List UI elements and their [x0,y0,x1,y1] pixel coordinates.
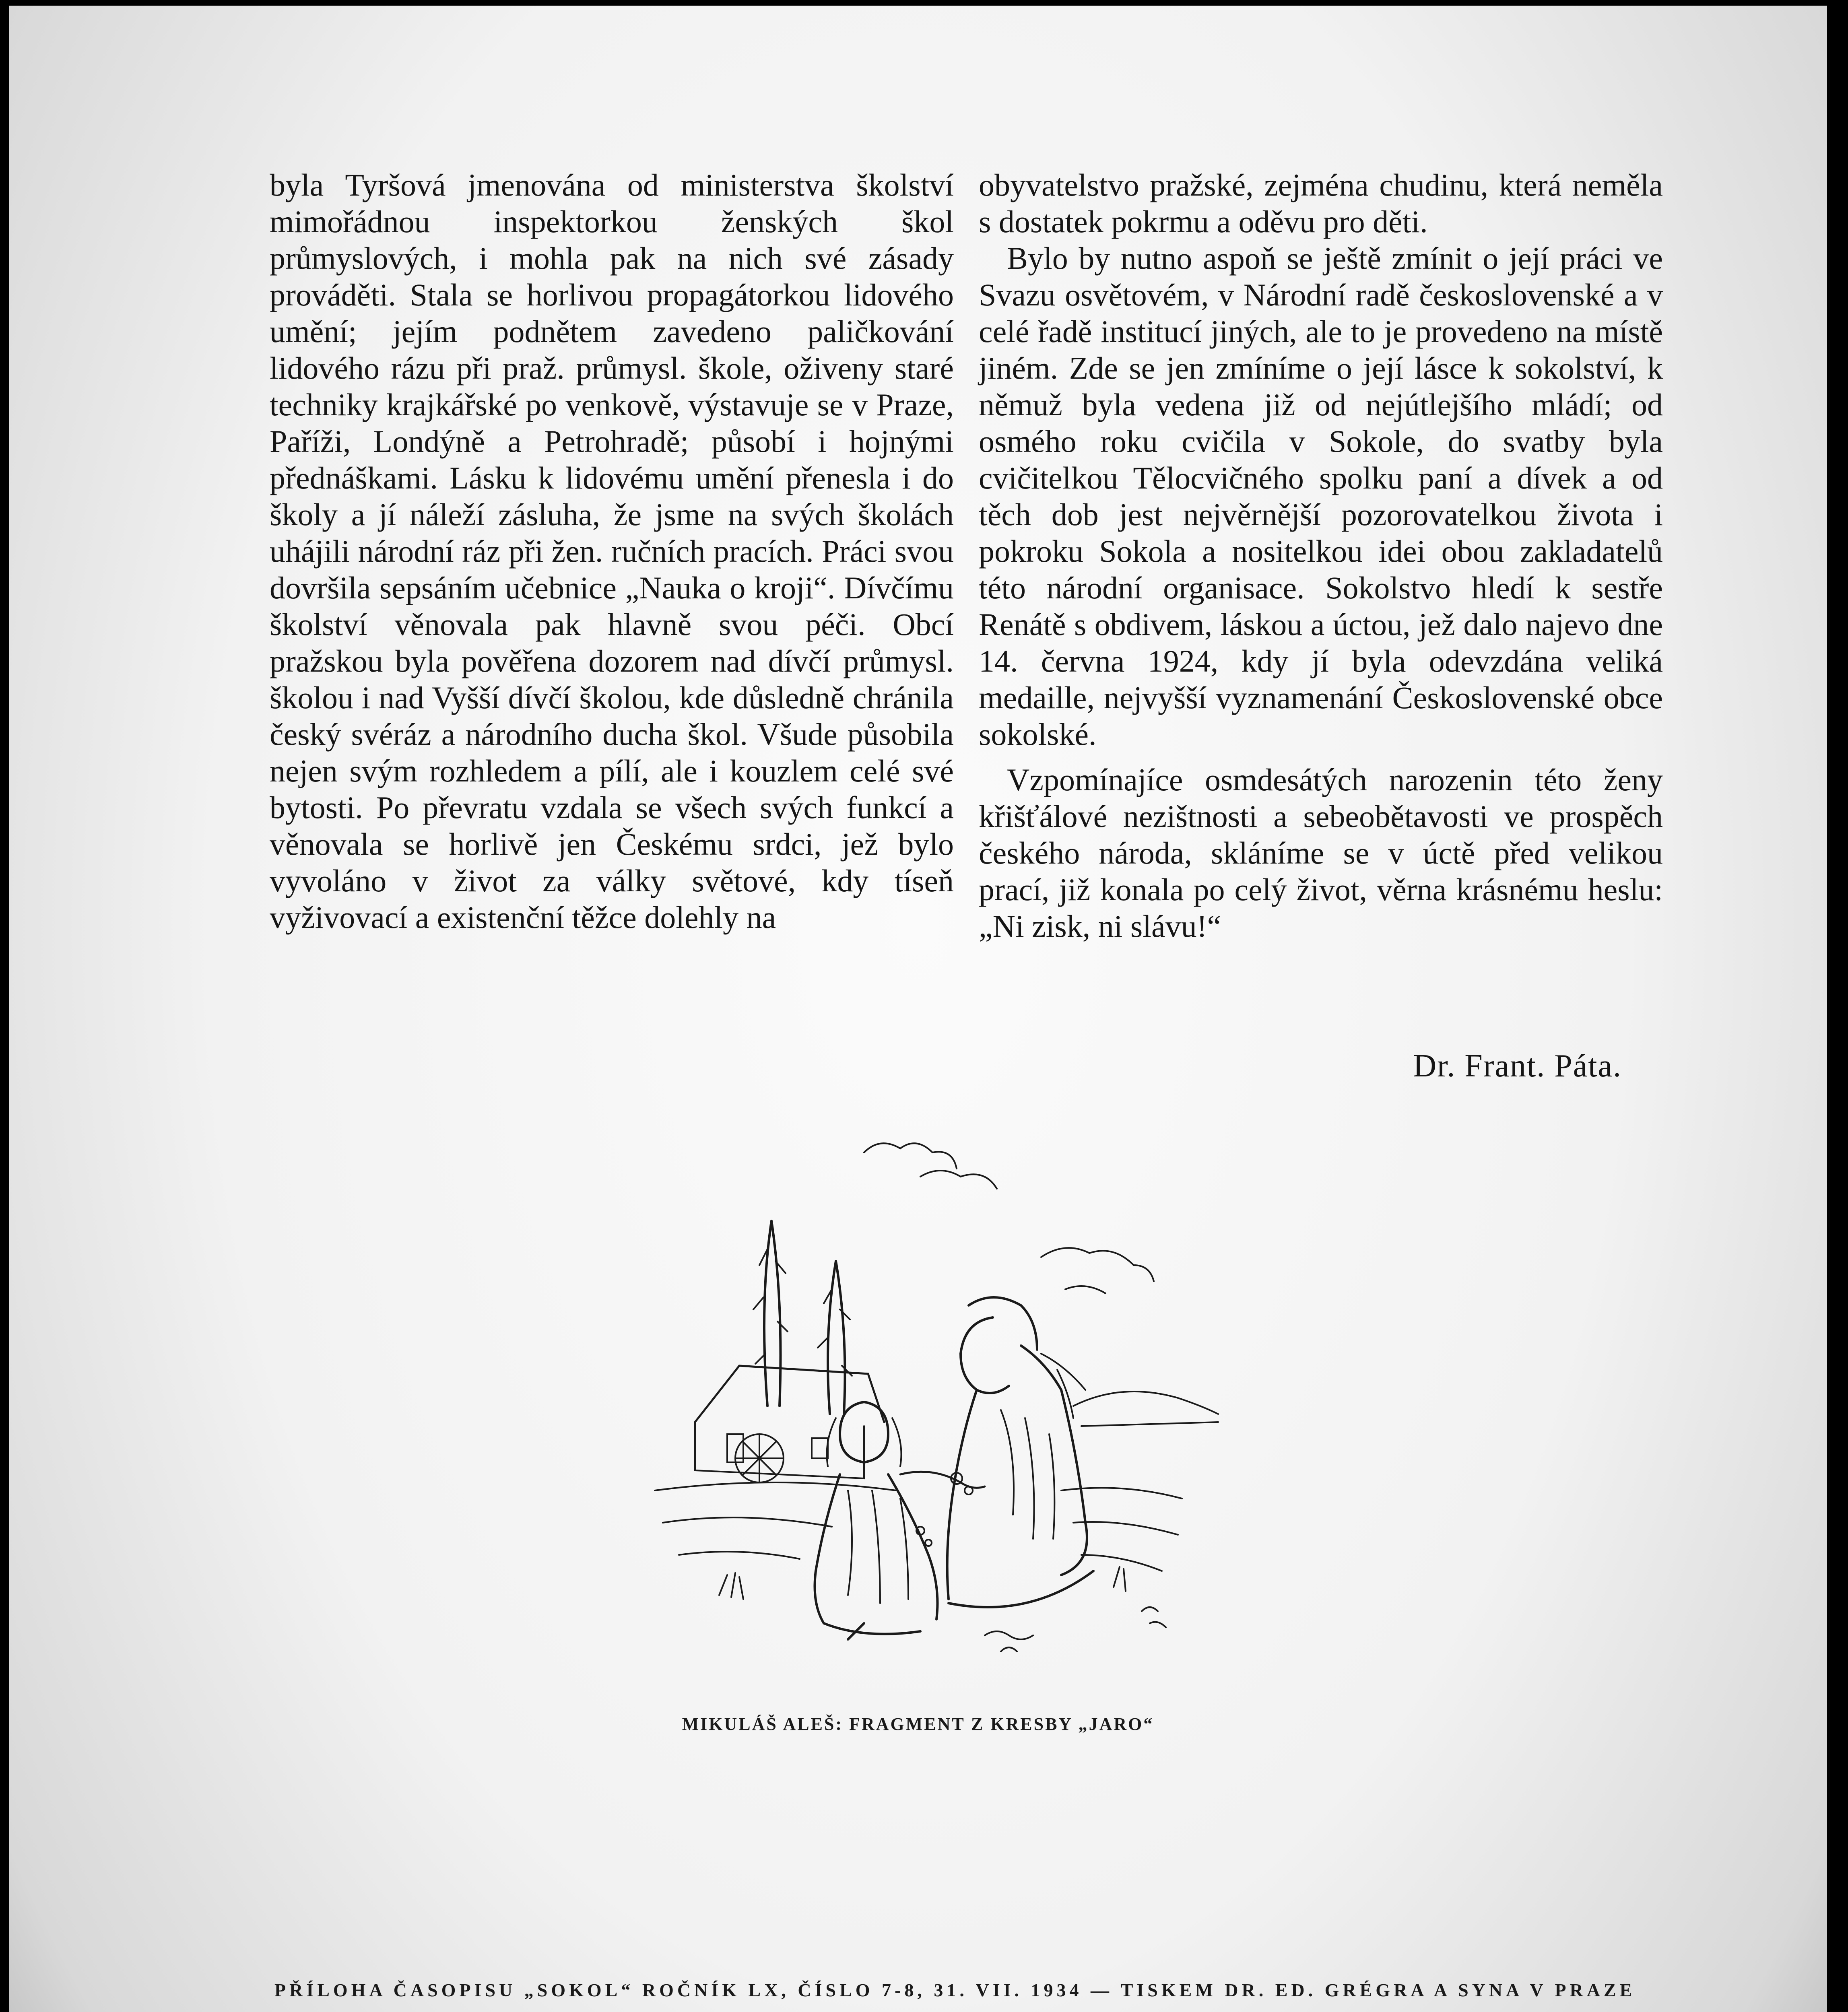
illustration-caption: MIKULÁŠ ALEŠ: FRAGMENT Z KRESBY „JARO“ [682,1714,1154,1734]
page [9,6,1827,2012]
right-paragraph-2: Bylo by nutno aspoň se ještě zmínit o její práci ve Svazu osvětovém, v Národní radě československé a v celé řadě institucí jiných, ale to je provedeno na místě jiném. Zde se jen zmíníme o její lásce k sokolství, k němuž byla vedena již od nejútlejšího mládí; od osmého roku cvičila v Sokole, do svatby byla cvičitelkou Tělocvičného spolku paní a dívek a od těch dob jest nejvěrnější pozorovatelkou života i pokroku Sokola a nositelkou idei obou zakladatelů této národní organisace. Sokolstvo hledí k sestře Renátě s obdivem, láskou a úctou, jež dalo najevo dne 14. června 1924, kdy jí byla odevzdána veliká medaille, nejvyšší vyznamenání Československé obce sokolské. [979,241,1663,752]
right-paragraph-3: Vzpomínajíce osmdesátých narozenin této ženy křišťálové nezištnosti a sebeobětavosti ve prospěch českého národa, skláníme se v úctě před velikou prací, již konala po celý život, věrna krásnému heslu: „Ni zisk, ni slávu!“ [979,762,1663,944]
left-paragraph-1: byla Tyršová jmenována od ministerstva školství mimořádnou inspektorkou ženských škol průmyslových, i mohla pak na nich své zásady prováděti. Stala se horlivou propagátorkou lidového umění; jejím podnětem zavedeno paličkování lidového rázu při praž. průmysl. škole, oživeny staré techniky krajkářské po venkově, výstavuje se v Praze, Paříži, Londýně a Petrohradě; působí i hojnými přednáškami. Lásku k lidovému umění přenesla i do školy a jí náleží zásluha, že jsme na svých školách uhájili národní ráz při žen. ručních pracích. Práci svou dovršila sepsáním učebnice „Nauka o kroji“. Dívčímu školství věnovala pak hlavně svou péči. Obcí pražskou byla pověřena dozorem nad dívčí průmysl. školou i nad Vyšší dívčí školou, kde důsledně chránila český svéráz a národního ducha škol. Všude působila nejen svým rozhledem a pílí, ale i kouzlem celé své bytosti. Po převratu vzdala se všech svých funkcí a věnovala se horlivě jen Českému srdci, jež bylo vyvoláno v život za války světové, kdy tíseň vyživovací a existenční těžce dolehly na [270,167,954,935]
right-column [979,167,1663,944]
author-signature: Dr. Frant. Páta. [1413,1048,1622,1084]
right-paragraph-1: obyvatelstvo pražské, zejména chudinu, která neměla s dostatek pokrmu a oděvu pro děti. [979,167,1663,239]
page-footer: PŘÍLOHA ČASOPISU „SOKOL“ ROČNÍK LX, ČÍSLO 7-8, 31. VII. 1934 — TISKEM DR. ED. GRÉGRA A SYNA V PRAZE [274,1980,1636,2000]
left-column [270,167,954,936]
ink-drawing-illustration [639,1128,1226,1700]
